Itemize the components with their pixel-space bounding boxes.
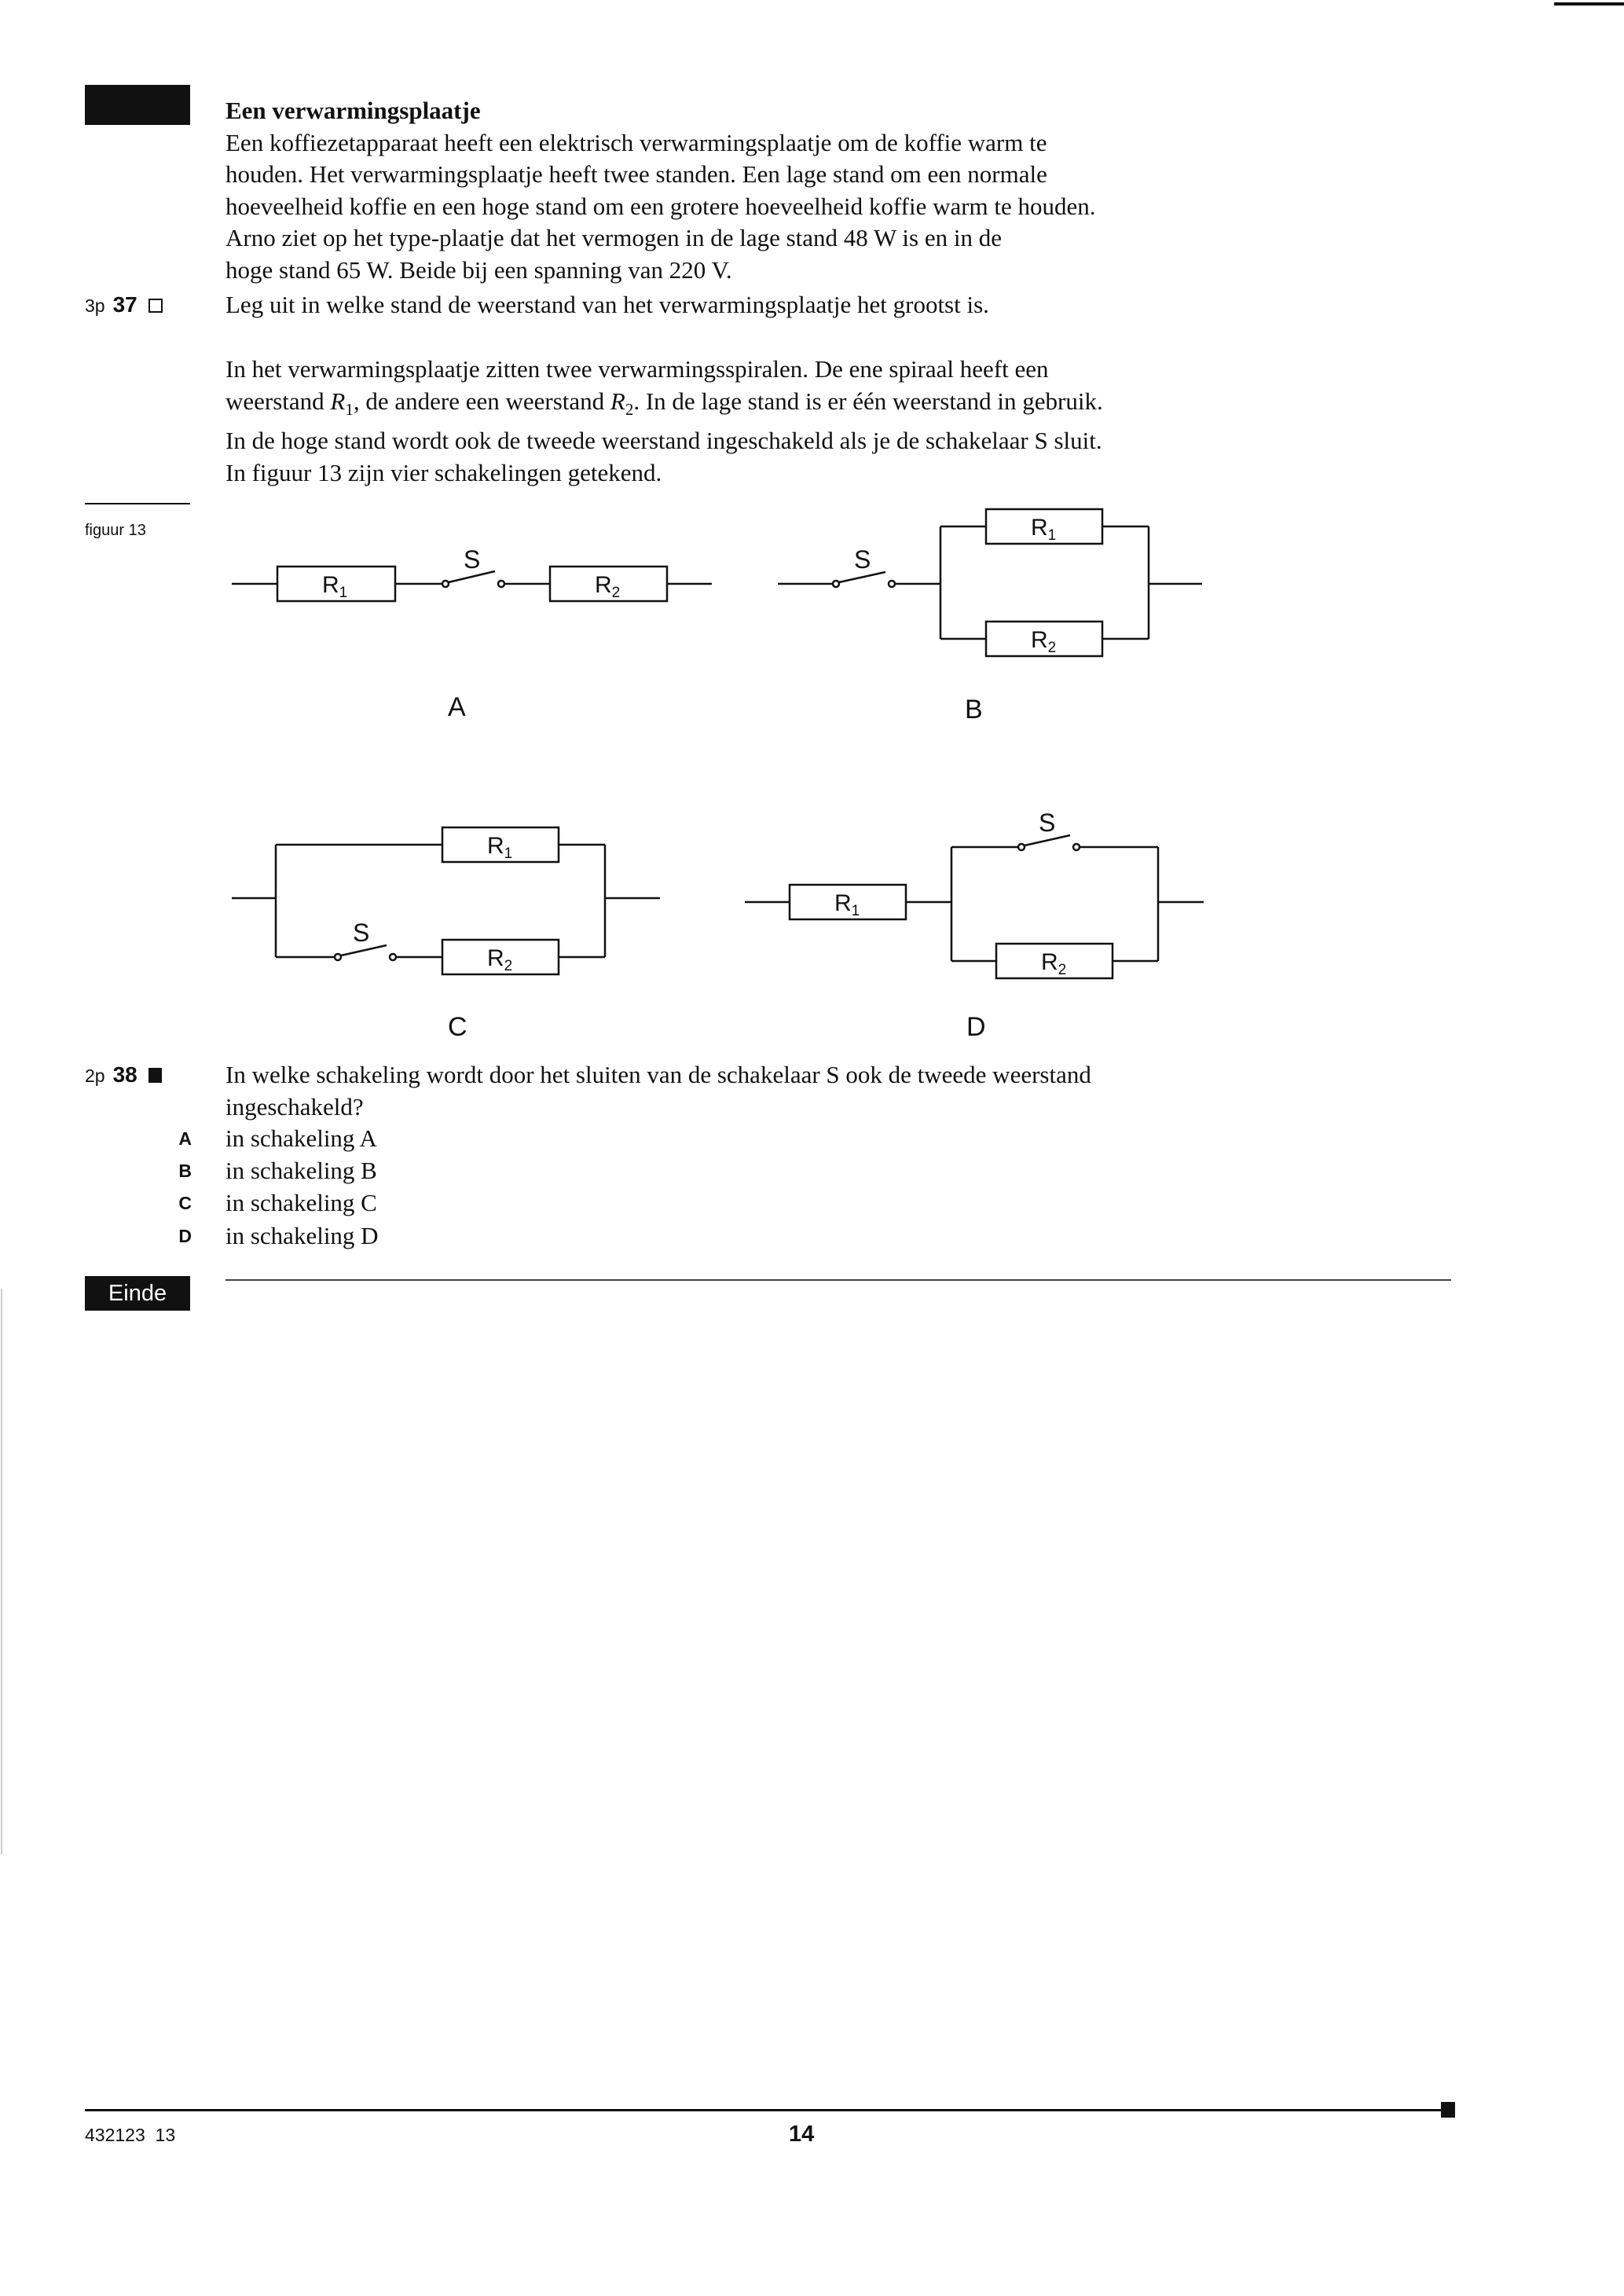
intro-line: Arno ziet op het type-plaatje dat het vermogen in de lage stand 48 W is en in de <box>225 224 1002 251</box>
resistor-label: $R_1$ <box>834 890 860 919</box>
option-letter: A <box>178 1128 192 1149</box>
switch-contact <box>833 581 839 587</box>
option-a[interactable]: in schakeling A <box>225 1124 377 1152</box>
switch-contact <box>442 581 449 587</box>
circuit-c <box>232 827 660 974</box>
resistor-label: $R_2$ <box>595 572 621 601</box>
resistor-label: $R_2$ <box>1041 949 1067 978</box>
end-divider <box>225 1279 1451 1281</box>
question-38-text <box>225 1059 1091 1123</box>
circuit-d <box>745 835 1204 978</box>
end-label: Einde <box>85 1276 190 1311</box>
context-line: In het verwarmingsplaatje zitten twee verwarmingsspiralen. De ene spiraal heeft een <box>225 355 1049 383</box>
multiple-choice-box-icon <box>148 1068 162 1083</box>
points-label: 3p <box>85 295 105 316</box>
context-line: In de hoge stand wordt ook de tweede weerstand ingeschakeld als je de schakelaar S sluit. <box>225 427 1102 455</box>
question-line: In welke schakeling wordt door het sluiten van de schakelaar S ook de tweede weerstand <box>225 1061 1091 1088</box>
intro-line: houden. Het verwarmingsplaatje heeft twee standen. Een lage stand om een normale <box>225 160 1047 188</box>
circuit-b <box>778 509 1202 656</box>
circuit-label: C <box>448 1012 467 1037</box>
question-38-marker <box>85 1062 162 1087</box>
circuit-label: D <box>966 1012 986 1037</box>
resistor-label: $R_1$ <box>487 833 513 862</box>
section-title: Een verwarmingsplaatje <box>225 97 481 124</box>
option-b[interactable]: in schakeling B <box>225 1157 377 1184</box>
switch-contact <box>498 581 504 587</box>
question-37-text: Leg uit in welke stand de weerstand van het verwarmingsplaatje het grootst is. <box>225 291 989 318</box>
footer-rule <box>85 2109 1447 2111</box>
intro-line: Een koffiezetapparaat heeft een elektrisch verwarmingsplaatje om de koffie warm te <box>225 128 1047 156</box>
context-line: In figuur 13 zijn vier schakelingen getekend. <box>225 458 662 486</box>
question-number: 38 <box>112 1062 137 1087</box>
switch-contact <box>390 954 396 960</box>
document-code: 432123 13 <box>85 2125 176 2145</box>
option-d[interactable]: in schakeling D <box>225 1222 379 1249</box>
resistor-label: $R_2$ <box>1031 627 1057 656</box>
switch-label: S <box>854 545 871 574</box>
circuit-label: A <box>448 692 466 722</box>
points-label: 2p <box>85 1065 105 1086</box>
resistor-label: $R_1$ <box>322 572 348 601</box>
question-line: ingeschakeld? <box>225 1092 364 1120</box>
page-number: 14 <box>789 2122 815 2147</box>
switch-label: S <box>353 919 370 947</box>
circuit-figure <box>0 0 1624 1037</box>
circuit-label: B <box>965 695 983 724</box>
intro-line: hoeveelheid koffie en een hoge stand om een grotere hoeveelheid koffie warm te houden. <box>225 192 1096 220</box>
figure-label: figuur 13 <box>85 522 146 539</box>
switch-label: S <box>464 545 481 574</box>
switch-contact <box>1073 844 1080 850</box>
question-number: 37 <box>112 292 137 317</box>
option-c[interactable]: in schakeling C <box>225 1189 377 1216</box>
option-letter: B <box>178 1161 192 1181</box>
switch-contact <box>335 954 341 960</box>
margin-line <box>1 1289 2 1854</box>
option-letter: D <box>178 1226 192 1246</box>
switch-contact <box>1018 844 1025 850</box>
intro-line: hoge stand 65 W. Beide bij een spanning van 220 V. <box>225 255 732 284</box>
resistor-label: $R_1$ <box>1031 515 1057 544</box>
switch-contact <box>889 581 895 587</box>
switch-label: S <box>1039 809 1056 837</box>
option-letter: C <box>178 1193 192 1213</box>
resistor-label: $R_2$ <box>487 945 513 974</box>
context-line: weerstand $R_1$, de andere een weerstand $R_2$. In de lage stand is er één weerstand in gebruik. <box>225 387 1103 419</box>
footer-end-square <box>1441 2102 1455 2118</box>
